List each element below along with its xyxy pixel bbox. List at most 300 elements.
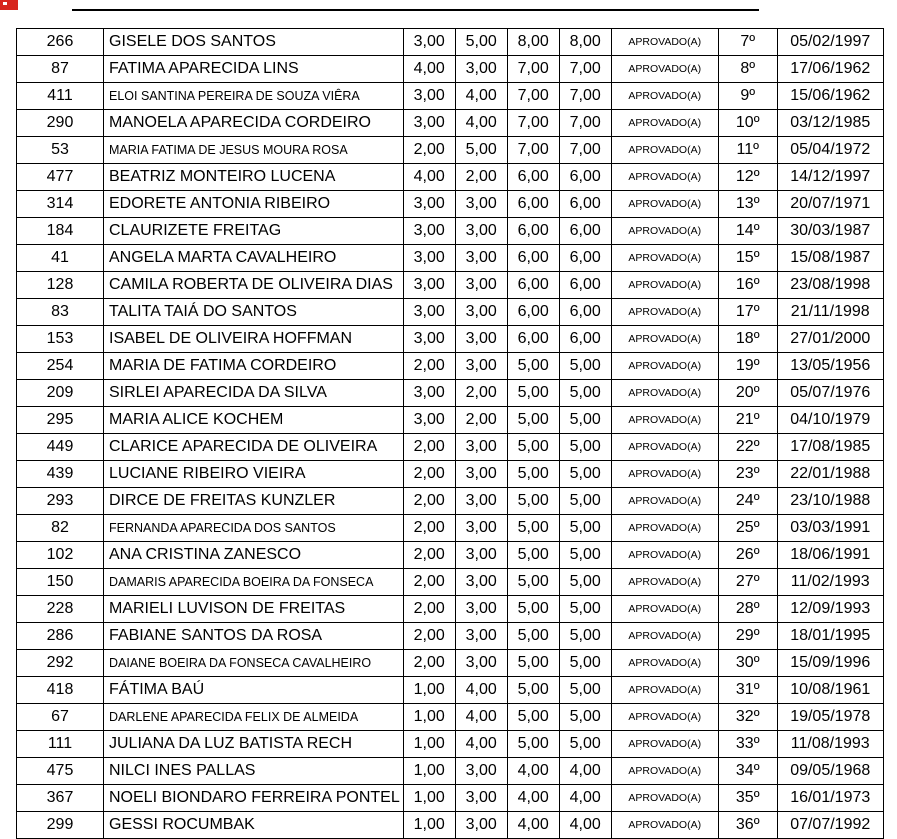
final-score: 5,00 — [559, 677, 611, 704]
ranking-position: 29º — [718, 623, 777, 650]
ranking-position: 27º — [718, 569, 777, 596]
ranking-position: 31º — [718, 677, 777, 704]
ranking-position: 8º — [718, 56, 777, 83]
ranking-position: 14º — [718, 218, 777, 245]
score-1: 2,00 — [403, 596, 455, 623]
registration-number: 477 — [17, 164, 104, 191]
table-row — [17, 542, 884, 569]
status-label: APROVADO(A) — [611, 218, 718, 245]
score-1: 3,00 — [403, 380, 455, 407]
ranking-position: 16º — [718, 272, 777, 299]
score-1: 1,00 — [403, 785, 455, 812]
registration-number: 439 — [17, 461, 104, 488]
ranking-position: 20º — [718, 380, 777, 407]
ranking-position: 33º — [718, 731, 777, 758]
score-3: 4,00 — [507, 812, 559, 839]
registration-number: 184 — [17, 218, 104, 245]
score-3: 6,00 — [507, 326, 559, 353]
registration-number: 102 — [17, 542, 104, 569]
final-score: 5,00 — [559, 542, 611, 569]
candidate-name: DIRCE DE FREITAS KUNZLER — [104, 488, 404, 515]
registration-number: 295 — [17, 407, 104, 434]
status-label: APROVADO(A) — [611, 272, 718, 299]
score-2: 3,00 — [455, 191, 507, 218]
score-1: 2,00 — [403, 650, 455, 677]
score-1: 3,00 — [403, 191, 455, 218]
status-label: APROVADO(A) — [611, 56, 718, 83]
score-1: 3,00 — [403, 326, 455, 353]
candidate-name: NILCI INES PALLAS — [104, 758, 404, 785]
score-1: 2,00 — [403, 353, 455, 380]
score-3: 6,00 — [507, 299, 559, 326]
score-3: 6,00 — [507, 245, 559, 272]
score-1: 3,00 — [403, 218, 455, 245]
final-score: 6,00 — [559, 218, 611, 245]
candidate-name: FERNANDA APARECIDA DOS SANTOS — [104, 515, 404, 542]
score-2: 3,00 — [455, 326, 507, 353]
candidate-name: GISELE DOS SANTOS — [104, 29, 404, 56]
final-score: 6,00 — [559, 245, 611, 272]
score-1: 1,00 — [403, 677, 455, 704]
score-3: 5,00 — [507, 731, 559, 758]
birth-date: 22/01/1988 — [777, 461, 883, 488]
score-2: 4,00 — [455, 83, 507, 110]
status-label: APROVADO(A) — [611, 353, 718, 380]
status-label: APROVADO(A) — [611, 380, 718, 407]
score-1: 2,00 — [403, 461, 455, 488]
status-label: APROVADO(A) — [611, 83, 718, 110]
score-1: 3,00 — [403, 272, 455, 299]
registration-number: 67 — [17, 704, 104, 731]
score-3: 5,00 — [507, 488, 559, 515]
final-score: 5,00 — [559, 569, 611, 596]
birth-date: 07/07/1992 — [777, 812, 883, 839]
score-1: 4,00 — [403, 56, 455, 83]
candidate-name: DAMARIS APARECIDA BOEIRA DA FONSECA — [104, 569, 404, 596]
registration-number: 314 — [17, 191, 104, 218]
score-1: 3,00 — [403, 83, 455, 110]
score-3: 7,00 — [507, 137, 559, 164]
candidate-name: DAIANE BOEIRA DA FONSECA CAVALHEIRO — [104, 650, 404, 677]
registration-number: 449 — [17, 434, 104, 461]
score-3: 5,00 — [507, 704, 559, 731]
ranking-position: 12º — [718, 164, 777, 191]
table-row — [17, 407, 884, 434]
birth-date: 14/12/1997 — [777, 164, 883, 191]
score-3: 7,00 — [507, 83, 559, 110]
candidate-name: NOELI BIONDARO FERREIRA PONTEL — [104, 785, 404, 812]
status-label: APROVADO(A) — [611, 299, 718, 326]
score-1: 1,00 — [403, 704, 455, 731]
ranking-position: 23º — [718, 461, 777, 488]
registration-number: 153 — [17, 326, 104, 353]
status-label: APROVADO(A) — [611, 137, 718, 164]
registration-number: 266 — [17, 29, 104, 56]
score-2: 3,00 — [455, 542, 507, 569]
score-3: 6,00 — [507, 164, 559, 191]
score-1: 2,00 — [403, 623, 455, 650]
score-2: 3,00 — [455, 758, 507, 785]
score-2: 3,00 — [455, 299, 507, 326]
score-1: 2,00 — [403, 569, 455, 596]
score-1: 1,00 — [403, 758, 455, 785]
score-2: 3,00 — [455, 623, 507, 650]
score-2: 4,00 — [455, 110, 507, 137]
birth-date: 27/01/2000 — [777, 326, 883, 353]
final-score: 5,00 — [559, 353, 611, 380]
score-2: 2,00 — [455, 407, 507, 434]
score-1: 2,00 — [403, 515, 455, 542]
table-row — [17, 434, 884, 461]
score-3: 7,00 — [507, 110, 559, 137]
birth-date: 21/11/1998 — [777, 299, 883, 326]
candidate-name: SIRLEI APARECIDA DA SILVA — [104, 380, 404, 407]
final-score: 5,00 — [559, 731, 611, 758]
registration-number: 53 — [17, 137, 104, 164]
candidate-name: ANGELA MARTA CAVALHEIRO — [104, 245, 404, 272]
ranking-position: 18º — [718, 326, 777, 353]
candidate-name: CLAURIZETE FREITAG — [104, 218, 404, 245]
birth-date: 18/06/1991 — [777, 542, 883, 569]
status-label: APROVADO(A) — [611, 434, 718, 461]
birth-date: 03/12/1985 — [777, 110, 883, 137]
final-score: 4,00 — [559, 758, 611, 785]
final-score: 7,00 — [559, 137, 611, 164]
table-row — [17, 677, 884, 704]
candidate-name: ISABEL DE OLIVEIRA HOFFMAN — [104, 326, 404, 353]
ranking-position: 22º — [718, 434, 777, 461]
table-row — [17, 299, 884, 326]
table-row — [17, 785, 884, 812]
score-1: 2,00 — [403, 137, 455, 164]
status-label: APROVADO(A) — [611, 569, 718, 596]
score-2: 4,00 — [455, 704, 507, 731]
score-3: 5,00 — [507, 380, 559, 407]
header-rule — [72, 9, 759, 11]
final-score: 5,00 — [559, 488, 611, 515]
score-2: 5,00 — [455, 29, 507, 56]
final-score: 6,00 — [559, 326, 611, 353]
final-score: 6,00 — [559, 164, 611, 191]
registration-number: 293 — [17, 488, 104, 515]
table-row — [17, 56, 884, 83]
registration-number: 299 — [17, 812, 104, 839]
final-score: 4,00 — [559, 812, 611, 839]
score-3: 5,00 — [507, 569, 559, 596]
final-score: 5,00 — [559, 515, 611, 542]
registration-number: 150 — [17, 569, 104, 596]
score-1: 2,00 — [403, 434, 455, 461]
birth-date: 04/10/1979 — [777, 407, 883, 434]
status-label: APROVADO(A) — [611, 785, 718, 812]
final-score: 7,00 — [559, 56, 611, 83]
registration-number: 111 — [17, 731, 104, 758]
score-3: 5,00 — [507, 623, 559, 650]
ranking-position: 21º — [718, 407, 777, 434]
score-1: 3,00 — [403, 245, 455, 272]
table-row — [17, 758, 884, 785]
score-3: 6,00 — [507, 272, 559, 299]
ranking-position: 9º — [718, 83, 777, 110]
table-row — [17, 218, 884, 245]
status-label: APROVADO(A) — [611, 29, 718, 56]
candidate-name: DARLENE APARECIDA FELIX DE ALMEIDA — [104, 704, 404, 731]
status-label: APROVADO(A) — [611, 245, 718, 272]
birth-date: 11/08/1993 — [777, 731, 883, 758]
ranking-position: 17º — [718, 299, 777, 326]
birth-date: 05/02/1997 — [777, 29, 883, 56]
table-row — [17, 110, 884, 137]
score-2: 3,00 — [455, 569, 507, 596]
score-1: 2,00 — [403, 488, 455, 515]
birth-date: 19/05/1978 — [777, 704, 883, 731]
table-row — [17, 29, 884, 56]
score-2: 3,00 — [455, 56, 507, 83]
birth-date: 12/09/1993 — [777, 596, 883, 623]
ranking-position: 10º — [718, 110, 777, 137]
registration-number: 367 — [17, 785, 104, 812]
table-row — [17, 704, 884, 731]
candidate-name: JULIANA DA LUZ BATISTA RECH — [104, 731, 404, 758]
ranking-position: 15º — [718, 245, 777, 272]
status-label: APROVADO(A) — [611, 488, 718, 515]
status-label: APROVADO(A) — [611, 515, 718, 542]
status-label: APROVADO(A) — [611, 650, 718, 677]
score-3: 7,00 — [507, 56, 559, 83]
score-1: 1,00 — [403, 731, 455, 758]
table-row — [17, 326, 884, 353]
score-3: 8,00 — [507, 29, 559, 56]
score-3: 5,00 — [507, 515, 559, 542]
candidate-name: LUCIANE RIBEIRO VIEIRA — [104, 461, 404, 488]
birth-date: 20/07/1971 — [777, 191, 883, 218]
status-label: APROVADO(A) — [611, 623, 718, 650]
score-2: 3,00 — [455, 812, 507, 839]
score-1: 3,00 — [403, 299, 455, 326]
registration-number: 83 — [17, 299, 104, 326]
score-1: 3,00 — [403, 110, 455, 137]
candidate-name: ANA CRISTINA ZANESCO — [104, 542, 404, 569]
candidate-name: FÁTIMA BAÚ — [104, 677, 404, 704]
candidate-name: FABIANE SANTOS DA ROSA — [104, 623, 404, 650]
status-label: APROVADO(A) — [611, 407, 718, 434]
birth-date: 03/03/1991 — [777, 515, 883, 542]
score-1: 3,00 — [403, 29, 455, 56]
score-2: 3,00 — [455, 488, 507, 515]
logo-fragment-icon — [0, 0, 18, 10]
final-score: 5,00 — [559, 434, 611, 461]
birth-date: 11/02/1993 — [777, 569, 883, 596]
candidate-name: ELOI SANTINA PEREIRA DE SOUZA VIÊRA — [104, 83, 404, 110]
status-label: APROVADO(A) — [611, 677, 718, 704]
score-2: 4,00 — [455, 677, 507, 704]
table-row — [17, 461, 884, 488]
birth-date: 15/09/1996 — [777, 650, 883, 677]
status-label: APROVADO(A) — [611, 191, 718, 218]
final-score: 5,00 — [559, 461, 611, 488]
registration-number: 209 — [17, 380, 104, 407]
ranking-position: 7º — [718, 29, 777, 56]
candidate-name: GESSI ROCUMBAK — [104, 812, 404, 839]
table-row — [17, 650, 884, 677]
score-2: 3,00 — [455, 245, 507, 272]
final-score: 4,00 — [559, 785, 611, 812]
score-3: 5,00 — [507, 650, 559, 677]
table-row — [17, 353, 884, 380]
table-row — [17, 812, 884, 839]
ranking-position: 24º — [718, 488, 777, 515]
registration-number: 418 — [17, 677, 104, 704]
registration-number: 254 — [17, 353, 104, 380]
score-3: 6,00 — [507, 191, 559, 218]
status-label: APROVADO(A) — [611, 758, 718, 785]
score-1: 4,00 — [403, 164, 455, 191]
status-label: APROVADO(A) — [611, 704, 718, 731]
ranking-position: 35º — [718, 785, 777, 812]
birth-date: 15/08/1987 — [777, 245, 883, 272]
birth-date: 30/03/1987 — [777, 218, 883, 245]
table-row — [17, 488, 884, 515]
ranking-position: 19º — [718, 353, 777, 380]
score-3: 5,00 — [507, 353, 559, 380]
table-row — [17, 272, 884, 299]
final-score: 5,00 — [559, 407, 611, 434]
score-2: 3,00 — [455, 272, 507, 299]
final-score: 6,00 — [559, 299, 611, 326]
score-3: 6,00 — [507, 218, 559, 245]
candidate-name: EDORETE ANTONIA RIBEIRO — [104, 191, 404, 218]
table-row — [17, 83, 884, 110]
results-table-body — [17, 29, 884, 839]
score-2: 2,00 — [455, 380, 507, 407]
table-row — [17, 380, 884, 407]
ranking-position: 30º — [718, 650, 777, 677]
score-3: 5,00 — [507, 407, 559, 434]
ranking-position: 36º — [718, 812, 777, 839]
birth-date: 23/08/1998 — [777, 272, 883, 299]
score-2: 3,00 — [455, 515, 507, 542]
final-score: 5,00 — [559, 380, 611, 407]
score-2: 3,00 — [455, 785, 507, 812]
candidate-name: MARIA DE FATIMA CORDEIRO — [104, 353, 404, 380]
registration-number: 87 — [17, 56, 104, 83]
status-label: APROVADO(A) — [611, 110, 718, 137]
registration-number: 411 — [17, 83, 104, 110]
final-score: 6,00 — [559, 191, 611, 218]
ranking-position: 11º — [718, 137, 777, 164]
score-2: 3,00 — [455, 434, 507, 461]
ranking-position: 32º — [718, 704, 777, 731]
status-label: APROVADO(A) — [611, 812, 718, 839]
final-score: 5,00 — [559, 650, 611, 677]
score-3: 5,00 — [507, 434, 559, 461]
score-2: 4,00 — [455, 731, 507, 758]
ranking-position: 28º — [718, 596, 777, 623]
status-label: APROVADO(A) — [611, 326, 718, 353]
score-2: 2,00 — [455, 164, 507, 191]
birth-date: 23/10/1988 — [777, 488, 883, 515]
table-row — [17, 164, 884, 191]
registration-number: 286 — [17, 623, 104, 650]
table-row — [17, 191, 884, 218]
final-score: 5,00 — [559, 623, 611, 650]
registration-number: 41 — [17, 245, 104, 272]
table-row — [17, 596, 884, 623]
birth-date: 05/07/1976 — [777, 380, 883, 407]
ranking-position: 13º — [718, 191, 777, 218]
table-row — [17, 731, 884, 758]
final-score: 7,00 — [559, 110, 611, 137]
final-score: 7,00 — [559, 83, 611, 110]
score-1: 1,00 — [403, 812, 455, 839]
score-3: 5,00 — [507, 461, 559, 488]
score-3: 5,00 — [507, 542, 559, 569]
score-2: 3,00 — [455, 353, 507, 380]
candidate-name: CAMILA ROBERTA DE OLIVEIRA DIAS — [104, 272, 404, 299]
status-label: APROVADO(A) — [611, 461, 718, 488]
score-2: 3,00 — [455, 596, 507, 623]
ranking-position: 34º — [718, 758, 777, 785]
birth-date: 18/01/1995 — [777, 623, 883, 650]
birth-date: 17/06/1962 — [777, 56, 883, 83]
final-score: 6,00 — [559, 272, 611, 299]
birth-date: 10/08/1961 — [777, 677, 883, 704]
results-table — [16, 28, 884, 839]
final-score: 5,00 — [559, 596, 611, 623]
candidate-name: FATIMA APARECIDA LINS — [104, 56, 404, 83]
status-label: APROVADO(A) — [611, 542, 718, 569]
status-label: APROVADO(A) — [611, 164, 718, 191]
candidate-name: BEATRIZ MONTEIRO LUCENA — [104, 164, 404, 191]
candidate-name: TALITA TAIÁ DO SANTOS — [104, 299, 404, 326]
table-row — [17, 245, 884, 272]
registration-number: 292 — [17, 650, 104, 677]
birth-date: 13/05/1956 — [777, 353, 883, 380]
score-3: 5,00 — [507, 596, 559, 623]
candidate-name: CLARICE APARECIDA DE OLIVEIRA — [104, 434, 404, 461]
score-3: 4,00 — [507, 785, 559, 812]
score-1: 2,00 — [403, 542, 455, 569]
score-2: 3,00 — [455, 461, 507, 488]
ranking-position: 26º — [718, 542, 777, 569]
status-label: APROVADO(A) — [611, 596, 718, 623]
ranking-position: 25º — [718, 515, 777, 542]
candidate-name: MANOELA APARECIDA CORDEIRO — [104, 110, 404, 137]
score-3: 5,00 — [507, 677, 559, 704]
registration-number: 228 — [17, 596, 104, 623]
candidate-name: MARIELI LUVISON DE FREITAS — [104, 596, 404, 623]
birth-date: 09/05/1968 — [777, 758, 883, 785]
candidate-name: MARIA FATIMA DE JESUS MOURA ROSA — [104, 137, 404, 164]
score-3: 4,00 — [507, 758, 559, 785]
registration-number: 475 — [17, 758, 104, 785]
birth-date: 15/06/1962 — [777, 83, 883, 110]
table-row — [17, 623, 884, 650]
score-2: 3,00 — [455, 218, 507, 245]
score-2: 5,00 — [455, 137, 507, 164]
table-row — [17, 515, 884, 542]
score-1: 3,00 — [403, 407, 455, 434]
final-score: 8,00 — [559, 29, 611, 56]
birth-date: 17/08/1985 — [777, 434, 883, 461]
table-row — [17, 137, 884, 164]
birth-date: 16/01/1973 — [777, 785, 883, 812]
candidate-name: MARIA ALICE KOCHEM — [104, 407, 404, 434]
table-row — [17, 569, 884, 596]
registration-number: 290 — [17, 110, 104, 137]
score-2: 3,00 — [455, 650, 507, 677]
final-score: 5,00 — [559, 704, 611, 731]
